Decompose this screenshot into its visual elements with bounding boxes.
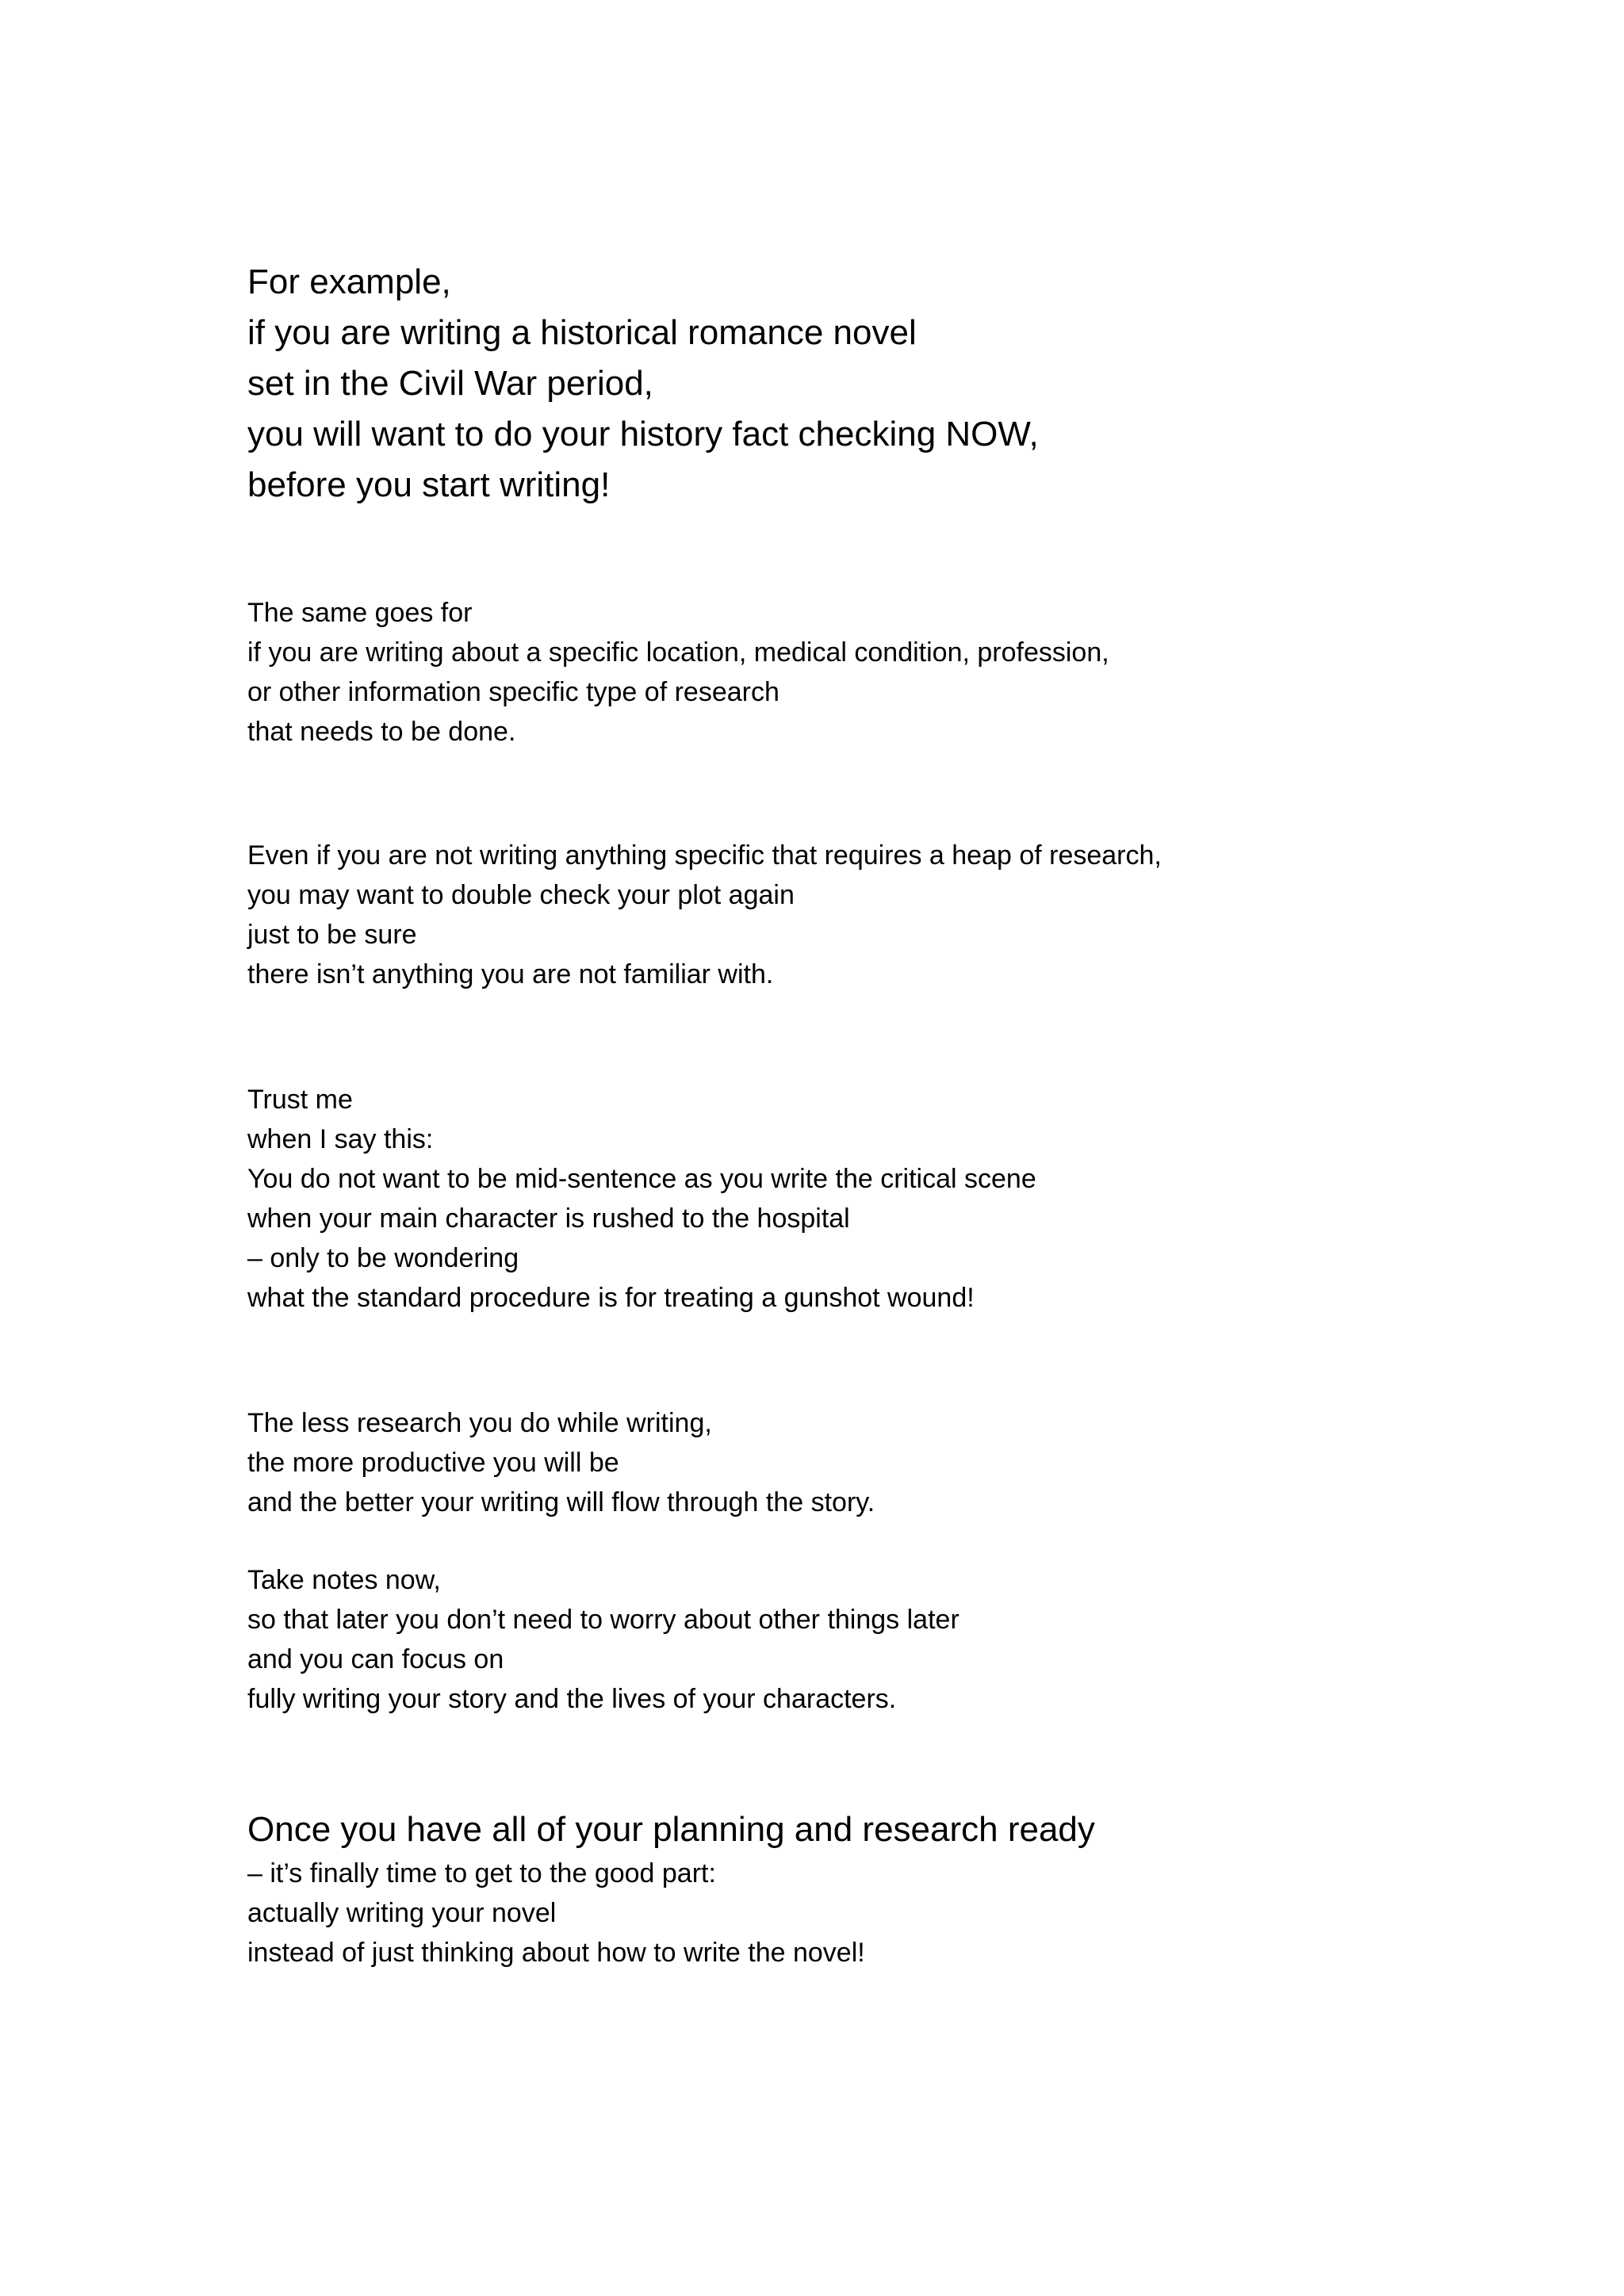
trust-me-paragraph bbox=[247, 1080, 1516, 1318]
take-notes-paragraph bbox=[247, 1560, 1516, 1719]
text-line: and you can focus on bbox=[247, 1644, 504, 1674]
text-line: Trust me bbox=[247, 1085, 353, 1115]
text-line: The same goes for bbox=[247, 598, 473, 628]
closing-paragraph bbox=[247, 1854, 1516, 1973]
less-research-paragraph bbox=[247, 1403, 1516, 1522]
text-line: – only to be wondering bbox=[247, 1243, 519, 1273]
text-line: you will want to do your history fact checking NOW, bbox=[247, 415, 1039, 453]
text-line: that needs to be done. bbox=[247, 717, 516, 747]
text-line: fully writing your story and the lives of your characters. bbox=[247, 1684, 897, 1714]
even-if-paragraph bbox=[247, 836, 1516, 994]
text-line: the more productive you will be bbox=[247, 1448, 619, 1478]
closing-heading bbox=[247, 1804, 1516, 1855]
text-line: when I say this: bbox=[247, 1124, 434, 1154]
text-line: You do not want to be mid-sentence as you write the critical scene bbox=[247, 1164, 1036, 1194]
text-line: there isn’t anything you are not familiar with. bbox=[247, 959, 774, 989]
text-line: if you are writing a historical romance novel bbox=[247, 313, 917, 352]
text-line: and the better your writing will flow through the story. bbox=[247, 1487, 875, 1517]
intro-paragraph bbox=[247, 257, 1516, 511]
text-line: Take notes now, bbox=[247, 1565, 441, 1595]
text-line: you may want to double check your plot again bbox=[247, 880, 795, 910]
text-line: The less research you do while writing, bbox=[247, 1408, 712, 1438]
text-line: Even if you are not writing anything specific that requires a heap of research, bbox=[247, 840, 1162, 871]
text-line: before you start writing! bbox=[247, 465, 611, 504]
closing-heading-text: Once you have all of your planning and research ready bbox=[247, 1810, 1095, 1849]
text-line: if you are writing about a specific location, medical condition, profession, bbox=[247, 637, 1109, 668]
text-line: For example, bbox=[247, 262, 451, 301]
text-line: set in the Civil War period, bbox=[247, 364, 653, 403]
text-line: instead of just thinking about how to write the novel! bbox=[247, 1938, 865, 1968]
text-line: – it’s finally time to get to the good part: bbox=[247, 1858, 716, 1888]
text-line: just to be sure bbox=[247, 920, 417, 950]
text-line: actually writing your novel bbox=[247, 1898, 557, 1928]
text-line: so that later you don’t need to worry about other things later bbox=[247, 1605, 959, 1635]
text-line: when your main character is rushed to the hospital bbox=[247, 1203, 850, 1234]
text-line: or other information specific type of research bbox=[247, 677, 779, 707]
same-goes-paragraph bbox=[247, 593, 1516, 752]
text-line: what the standard procedure is for treating a gunshot wound! bbox=[247, 1283, 975, 1313]
